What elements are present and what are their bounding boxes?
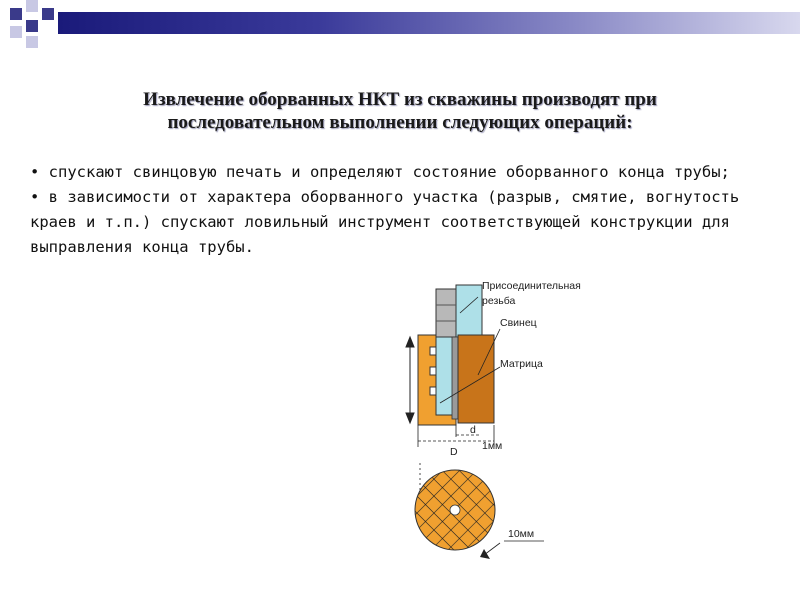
bullet-item-lead-seal: • спускают свинцовую печать и определяют состояние оборванного конца трубы; — [30, 163, 730, 181]
decor-square — [10, 26, 22, 38]
decor-square — [42, 8, 54, 20]
label-thread-2: резьба — [482, 295, 516, 307]
label-D: D — [450, 446, 458, 458]
header-gradient-band — [58, 12, 800, 34]
label-matrix: Матрица — [500, 358, 543, 370]
decor-square — [26, 36, 38, 48]
height-dimension — [406, 337, 414, 423]
label-1mm: 1мм — [482, 440, 503, 452]
label-10mm: 10мм — [508, 528, 535, 540]
bullet-list — [30, 160, 780, 260]
label-thread: Присоединительная — [482, 280, 581, 292]
slide-title — [30, 88, 770, 134]
label-lead: Свинец — [500, 317, 537, 329]
bullet-item-fishing-tool: • в зависимости от характера оборванного участка (разрыв, смятие, вогнутость краев и т.п.) спускают ловильный инструмент соответствующей конструкции для выправления конца трубы. — [30, 188, 740, 256]
decor-square — [26, 20, 38, 32]
slide-title-line1: Извлечение оборванных НКТ из скважины производят при — [143, 89, 657, 110]
lead-seal-diagram — [400, 275, 800, 600]
decor-square — [10, 8, 22, 20]
lead-block — [458, 335, 494, 423]
slide-title-line2: последовательном выполнении следующих операций: — [167, 112, 633, 133]
decor-square — [26, 0, 38, 12]
thread-connector — [436, 285, 482, 337]
decorative-header — [0, 0, 800, 50]
seal-face-circle — [415, 470, 495, 550]
core-rod — [452, 337, 458, 419]
dimension-arrow — [480, 549, 490, 559]
label-d: d — [470, 424, 476, 436]
